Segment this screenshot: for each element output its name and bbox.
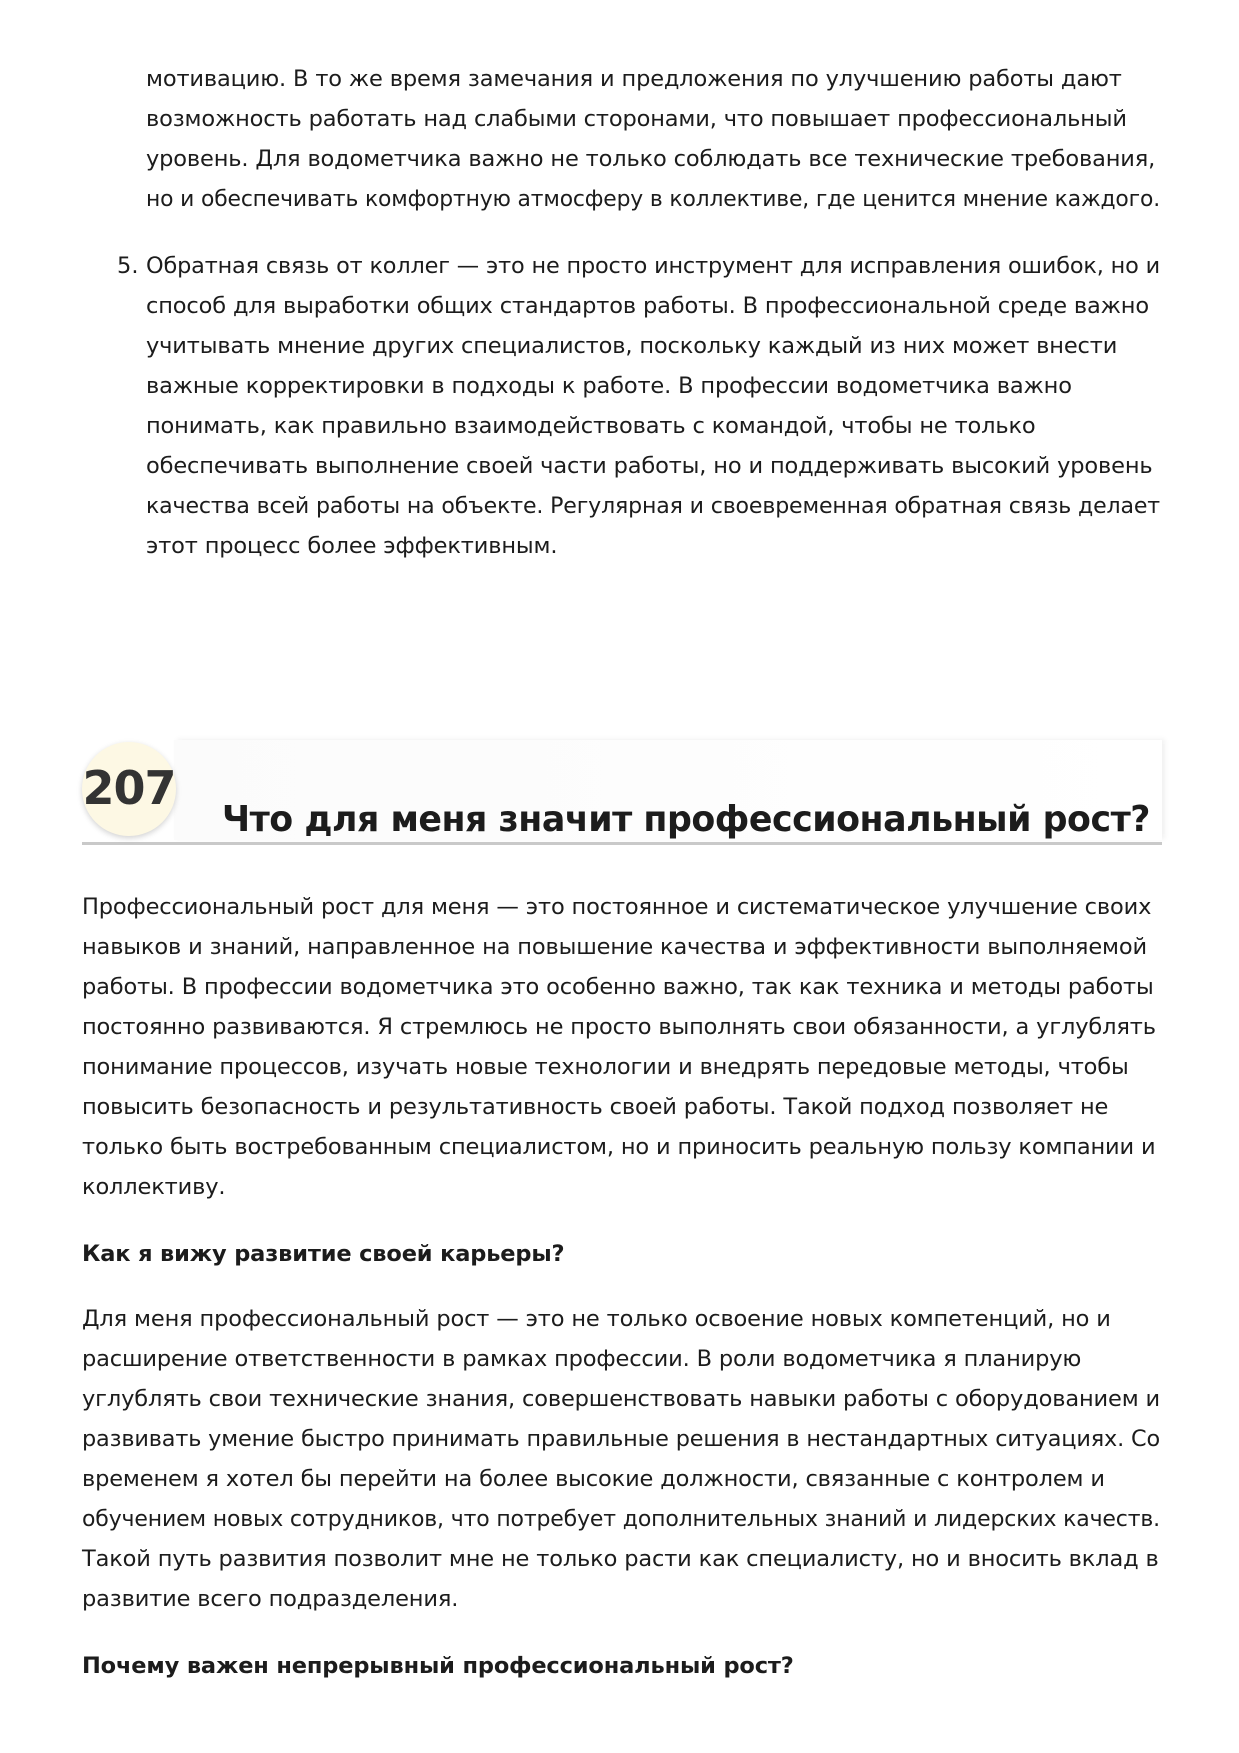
text-line: развитие всего подразделения. — [82, 1586, 459, 1612]
text-line: Профессиональный рост для меня — это постоянное и систематическое улучшение своих — [82, 894, 1152, 920]
text-line: только быть востребованным специалистом, но и приносить реальную пользу компании и — [82, 1134, 1156, 1160]
text-line: мотивацию. В то же время замечания и предложения по улучшению работы дают — [146, 66, 1122, 92]
text-line: возможность работать над слабыми сторонами, что повышает профессиональный — [146, 106, 1127, 132]
text-line: Обратная связь от коллег — это не просто инструмент для исправления ошибок, но и — [146, 253, 1160, 279]
text-line: важные корректировки в подходы к работе. В профессии водометчика важно — [146, 373, 1072, 399]
list-item-4-continuation — [146, 59, 1191, 219]
answer-paragraph-1 — [82, 887, 1156, 1207]
list-item-number: 5. — [117, 253, 139, 279]
text-line: углублять свои технические знания, совершенствовать навыки работы с оборудованием и — [82, 1386, 1160, 1412]
question-title: Что для меня значит профессиональный рост? — [222, 798, 1150, 840]
text-line: уровень. Для водометчика важно не только соблюдать все технические требования, — [146, 146, 1156, 172]
text-line: обеспечивать выполнение своей части работы, но и поддерживать высокий уровень — [146, 453, 1153, 479]
text-line: качества всей работы на объекте. Регулярная и своевременная обратная связь делает — [146, 493, 1160, 519]
list-item-5 — [146, 246, 1180, 566]
question-header — [82, 740, 1162, 844]
text-line: этот процесс более эффективным. — [146, 533, 558, 559]
text-line: учитывать мнение других специалистов, поскольку каждый из них может внести — [146, 333, 1118, 359]
answer-paragraph-2 — [82, 1299, 1186, 1619]
text-line: способ для выработки общих стандартов работы. В профессиональной среде важно — [146, 293, 1149, 319]
text-line: понимание процессов, изучать новые технологии и внедрять передовые методы, чтобы — [82, 1054, 1129, 1080]
text-line: но и обеспечивать комфортную атмосферу в коллективе, где ценится мнение каждого. — [146, 186, 1160, 212]
text-line: коллективу. — [82, 1174, 226, 1200]
text-line: постоянно развиваются. Я стремлюсь не просто выполнять свои обязанности, а углублять — [82, 1014, 1156, 1040]
text-line: развивать умение быстро принимать правильные решения в нестандартных ситуациях. Со — [82, 1426, 1160, 1452]
text-line: понимать, как правильно взаимодействовать с командой, чтобы не только — [146, 413, 1036, 439]
text-line: расширение ответственности в рамках профессии. В роли водометчика я планирую — [82, 1346, 1082, 1372]
text-line: навыков и знаний, направленное на повышение качества и эффективности выполняемой — [82, 934, 1147, 960]
text-line: повысить безопасность и результативность своей работы. Такой подход позволяет не — [82, 1094, 1109, 1120]
question-header-divider — [82, 842, 1162, 845]
text-line: временем я хотел бы перейти на более высокие должности, связанные с контролем и — [82, 1466, 1105, 1492]
subheading-continuous-growth: Почему важен непрерывный профессиональный рост? — [82, 1653, 794, 1679]
question-number: 207 — [82, 761, 176, 815]
text-line: работы. В профессии водометчика это особенно важно, так как техника и методы работы — [82, 974, 1154, 1000]
text-line: Такой путь развития позволит мне не только расти как специалисту, но и вносить вклад в — [82, 1546, 1159, 1572]
text-line: Для меня профессиональный рост — это не только освоение новых компетенций, но и — [82, 1306, 1111, 1332]
subheading-career-development: Как я вижу развитие своей карьеры? — [82, 1241, 565, 1267]
text-line: обучением новых сотрудников, что потребует дополнительных знаний и лидерских качеств. — [82, 1506, 1160, 1532]
